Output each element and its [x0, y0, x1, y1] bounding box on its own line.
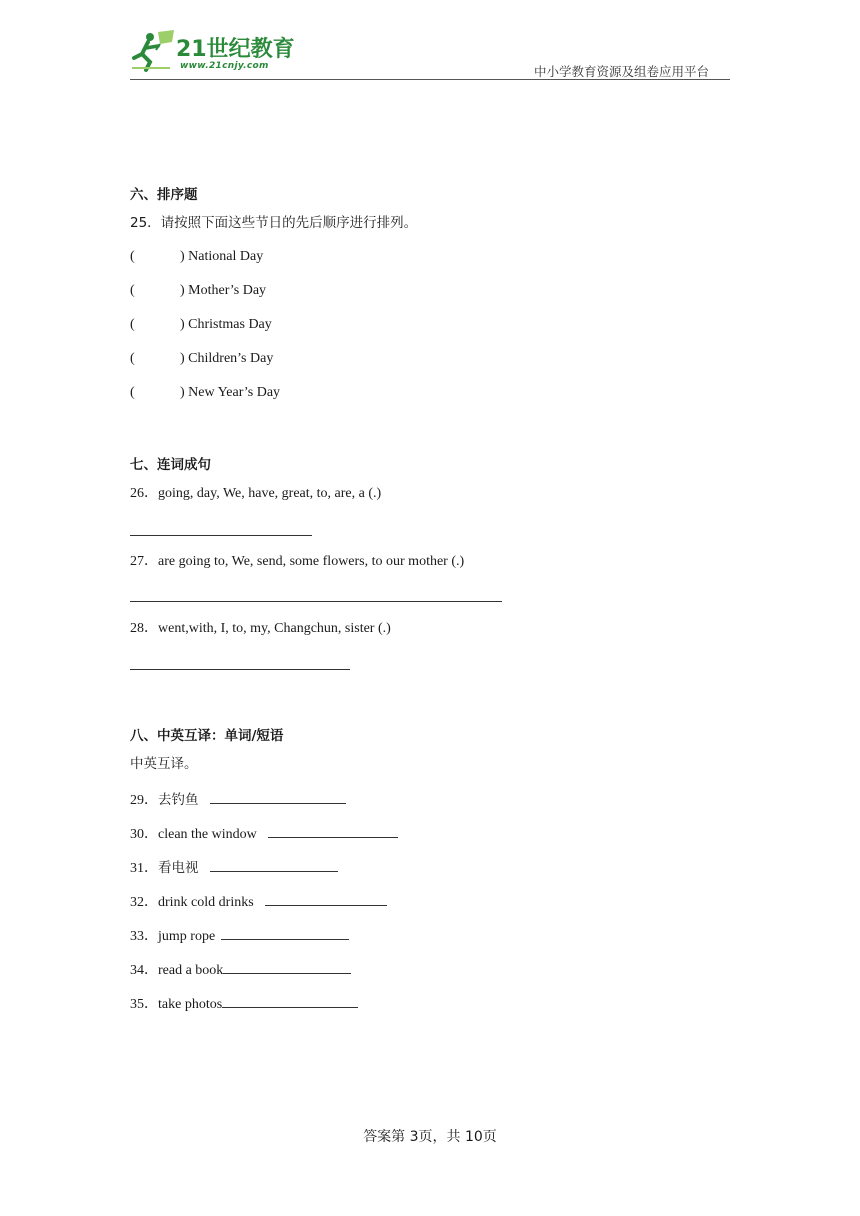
paren-open: ( — [130, 249, 135, 264]
order-item — [130, 350, 273, 368]
paren-open: ( — [130, 385, 135, 400]
question-28 — [130, 620, 391, 638]
holiday-label: ) National Day — [180, 249, 264, 264]
question-number: 32． — [130, 895, 158, 910]
question-number: 26． — [130, 486, 158, 501]
question-27 — [130, 553, 464, 571]
question-25: 25．请按照下面这些节日的先后顺序进行排列。 — [130, 215, 418, 231]
site-logo — [130, 28, 310, 76]
holiday-label: ) Mother’s Day — [180, 283, 267, 298]
question-number: 33． — [130, 929, 158, 944]
holiday-label: ) Christmas Day — [180, 317, 272, 332]
question-29 — [130, 789, 346, 810]
question-32 — [130, 891, 387, 912]
paren-open: ( — [130, 317, 135, 332]
answer-blank[interactable] — [268, 823, 398, 838]
section-title-sentence-building: 七、连词成句 — [130, 457, 211, 473]
instruction-text: 中英互译。 — [130, 756, 198, 772]
answer-blank[interactable] — [223, 959, 351, 974]
question-30 — [130, 823, 398, 844]
question-text: take photos — [158, 997, 223, 1012]
question-number: 34． — [130, 963, 158, 978]
section-title-translation: 八、中英互译：单词/短语 — [130, 728, 284, 744]
section-title-ordering: 六、排序题 — [130, 187, 198, 203]
question-text: drink cold drinks — [158, 895, 254, 910]
question-text: read a book — [158, 963, 224, 978]
question-text: 去钓鱼 — [158, 792, 199, 808]
answer-blank[interactable] — [130, 601, 502, 602]
page-footer: 答案第 3页，共 10页 — [363, 1129, 497, 1145]
order-item — [130, 282, 266, 300]
answer-blank[interactable] — [222, 993, 358, 1008]
question-31 — [130, 857, 338, 878]
header-divider — [130, 79, 730, 80]
paren-open: ( — [130, 351, 135, 366]
question-text: clean the window — [158, 827, 257, 842]
question-number: 35． — [130, 997, 158, 1012]
answer-blank[interactable] — [210, 789, 346, 804]
holiday-label: ) New Year’s Day — [180, 385, 281, 400]
platform-name: 中小学教育资源及组卷应用平台 — [533, 64, 709, 79]
question-34 — [130, 959, 351, 980]
question-33 — [130, 925, 349, 946]
logo-url: www.21cnjy.com — [180, 61, 269, 71]
question-number: 31． — [130, 861, 158, 876]
order-item — [130, 316, 272, 334]
question-text: going, day, We, have, great, to, are, a (.) — [158, 486, 382, 501]
question-number: 28． — [130, 621, 158, 636]
answer-blank[interactable] — [130, 669, 350, 670]
question-text: jump rope — [158, 929, 216, 944]
logo-text: 21世纪教育 — [176, 37, 295, 62]
question-number: 30． — [130, 827, 158, 842]
answer-blank[interactable] — [130, 535, 312, 536]
question-number: 27． — [130, 554, 158, 569]
question-35 — [130, 993, 358, 1014]
answer-blank[interactable] — [210, 857, 338, 872]
order-item — [130, 384, 280, 402]
question-text: are going to, We, send, some flowers, to our mother (.) — [158, 554, 465, 569]
question-26 — [130, 485, 381, 503]
answer-blank[interactable] — [265, 891, 387, 906]
order-item — [130, 248, 263, 266]
question-text: went,with, I, to, my, Changchun, sister (.) — [158, 621, 391, 636]
question-number: 29． — [130, 793, 158, 808]
runner-logo-icon — [130, 28, 176, 74]
question-text: 看电视 — [158, 860, 199, 876]
answer-blank[interactable] — [221, 925, 349, 940]
holiday-label: ) Children’s Day — [180, 351, 274, 366]
paren-open: ( — [130, 283, 135, 298]
